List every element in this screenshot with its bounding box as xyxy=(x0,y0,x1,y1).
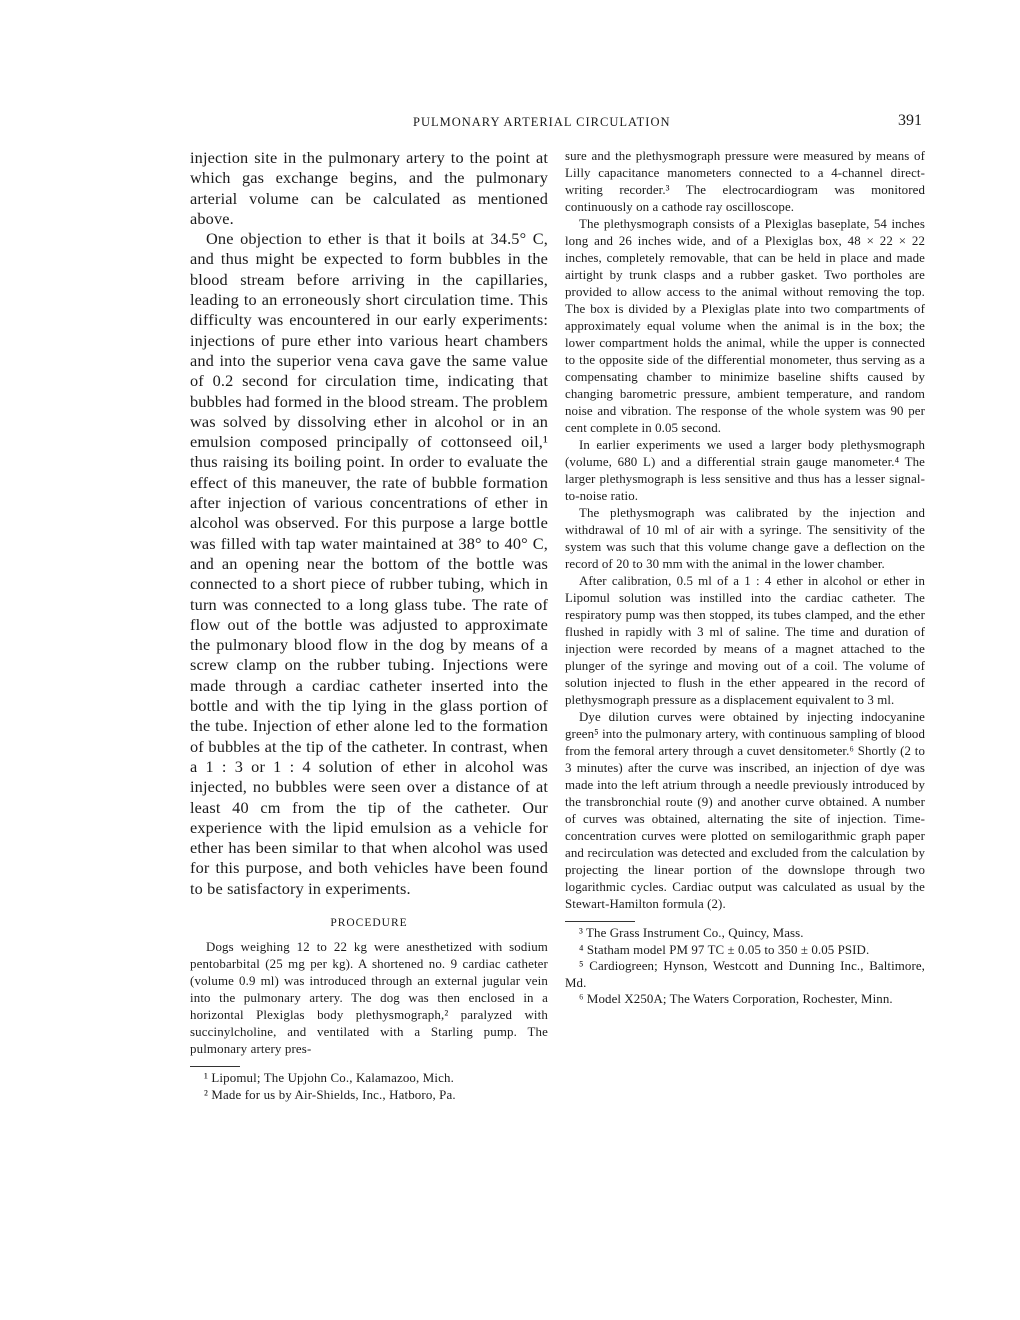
footnote: ⁴ Statham model PM 97 TC ± 0.05 to 350 ± 0.05 PSID. xyxy=(579,942,870,957)
paragraph: The plethysmograph consists of a Plexiglas baseplate, 54 inches long and 26 inches wide, and of a Plexiglas box, 48 × 22 × 22 inches, completely removable, that can be held in place and made airtight by trunk clasps and a rubber gasket. Two portholes are provided to allow access to the animal without removing the top. The box is divided by a Plexiglas plate into two compartments of approximately equal volume when the animal is in the box; the lower compartment holds the animal, while the upper is connected to the opposite side of the differential monometer, thus serving as a compensating chamber to minimize baseline shifts caused by changing barometric pressure, ambient temperature, and random noise and vibration. The response of the whole system was 90 per cent complete in 0.05 second. xyxy=(565,217,925,435)
paragraph: One objection to ether is that it boils at 34.5° C, and thus might be expected to form bubbles in the blood stream before arriving in the capillaries, leading to an erroneously short circulation time. This difficulty was encountered in our early experiments: injections of pure ether into various heart chambers and into the superior vena cava gave the same value of 0.2 second for circulation time, indicating that bubbles had formed in the blood stream. The problem was solved by dissolving ether in alcohol or in an emulsion composed principally of cottonseed oil,¹ thus raising its boiling point. In order to evaluate the effect of this maneuver, the rate of bubble formation after injection of various concentrations of ether in alcohol was observed. For this purpose a large bottle was filled with tap water maintained at 38° to 40° C, and an opening near the bottom of the bottle was connected to a short piece of rubber tubing, which in turn was connected to a long glass tube. The rate of flow out of the bottle was adjusted to approximate the pulmonary blood flow in the dog by means of a screw clamp on the rubber tubing. Injections were made through a cardiac catheter inserted into the bottle and with the tip lying in the glass portion of the tube. Injection of ether alone led to the formation of bubbles at the tip of the catheter. In contrast, when a 1 : 3 or 1 : 4 solution of ether in alcohol was injected, no bubbles were seen over a distance of at least 40 cm from the tip of the catheter. Our experience with the lipid emulsion as a vehicle for ether has been similar to that when alcohol was used for this purpose, and both vehicles have been found to be satisfactory in experiments. xyxy=(190,229,548,898)
paragraph: sure and the plethysmograph pressure were measured by means of Lilly capacitance manometers connected to a 4-channel direct-writing recorder.³ The electrocardiogram was monitored continuously on a cathode ray oscilloscope. xyxy=(565,149,925,214)
footnote-rule xyxy=(190,1066,240,1067)
procedure-paragraph: Dogs weighing 12 to 22 kg were anesthetized with sodium pentobarbital (25 mg per kg). A shortened no. 9 cardiac catheter (volume 0.9 ml) was introduced through an external jugular vein into the pulmonary artery. The dog was then enclosed in a horizontal Plexiglas body plethysmograph,² paralyzed with succinylcholine, and ventilated with a Starling pump. The pulmonary artery pres- xyxy=(190,940,548,1057)
paragraph: Dye dilution curves were obtained by injecting indocyanine green⁵ into the pulmonary artery, with continuous sampling of blood from the femoral artery through a cuvet densitometer.⁶ Shortly (2 to 3 minutes) after the curve was inscribed, an injection of dye was made into the left atrium through a needle previously introduced by the transbronchial route (9) and another curve obtained. A number of curves was obtained, alternating the site of injection. Time-concentration curves were plotted on semilogarithmic graph paper and recirculation was detected and excluded from the calculation by projecting the linear portion of the downslope through two logarithmic cycles. Cardiac output was calculated as usual by the Stewart-Hamilton formula (2). xyxy=(565,710,925,911)
paragraph: The plethysmograph was calibrated by the injection and withdrawal of 10 ml of air with a syringe. The sensitivity of the system was such that this volume change gave a deflection on the record of 20 to 30 mm with the animal in the lower chamber. xyxy=(565,506,925,571)
footnote: ¹ Lipomul; The Upjohn Co., Kalamazoo, Mich. xyxy=(204,1071,454,1086)
paragraph: After calibration, 0.5 ml of a 1 : 4 ether in alcohol or ether in Lipomul solution was instilled into the cardiac catheter. The respiratory pump was then stopped, its tubes clamped, and the ether flushed in rapidly with 3 ml of saline. The time and duration of injection were recorded by means of a magnet attached to the plunger of the syringe and moving out of a coil. The volume of solution injected to flush in the ether appeared in the record of plethysmograph pressure as a displacement equivalent to 3 ml. xyxy=(565,574,925,707)
running-title: PULMONARY ARTERIAL CIRCULATION xyxy=(413,115,671,129)
footnote: ² Made for us by Air-Shields, Inc., Hatboro, Pa. xyxy=(204,1087,456,1102)
page-number: 391 xyxy=(898,112,922,129)
footnote: ⁵ Cardiogreen; Hynson, Westcott and Dunning Inc., Baltimore, Md. xyxy=(565,959,925,990)
paragraph: In earlier experiments we used a larger body plethysmograph (volume, 680 L) and a differential strain gauge manometer.⁴ The larger plethysmograph is less sensitive and thus has a lesser signal-to-noise ratio. xyxy=(565,438,925,503)
left-column xyxy=(190,148,548,1103)
right-column xyxy=(565,148,925,1008)
paragraph: injection site in the pulmonary artery to the point at which gas exchange begins, and the pulmonary arterial volume can be calculated as mentioned above. xyxy=(190,148,548,228)
footnote-rule xyxy=(565,921,635,922)
section-heading: PROCEDURE xyxy=(330,916,408,929)
footnote: ⁶ Model X250A; The Waters Corporation, Rochester, Minn. xyxy=(579,992,893,1006)
footnote: ³ The Grass Instrument Co., Quincy, Mass. xyxy=(579,926,804,940)
